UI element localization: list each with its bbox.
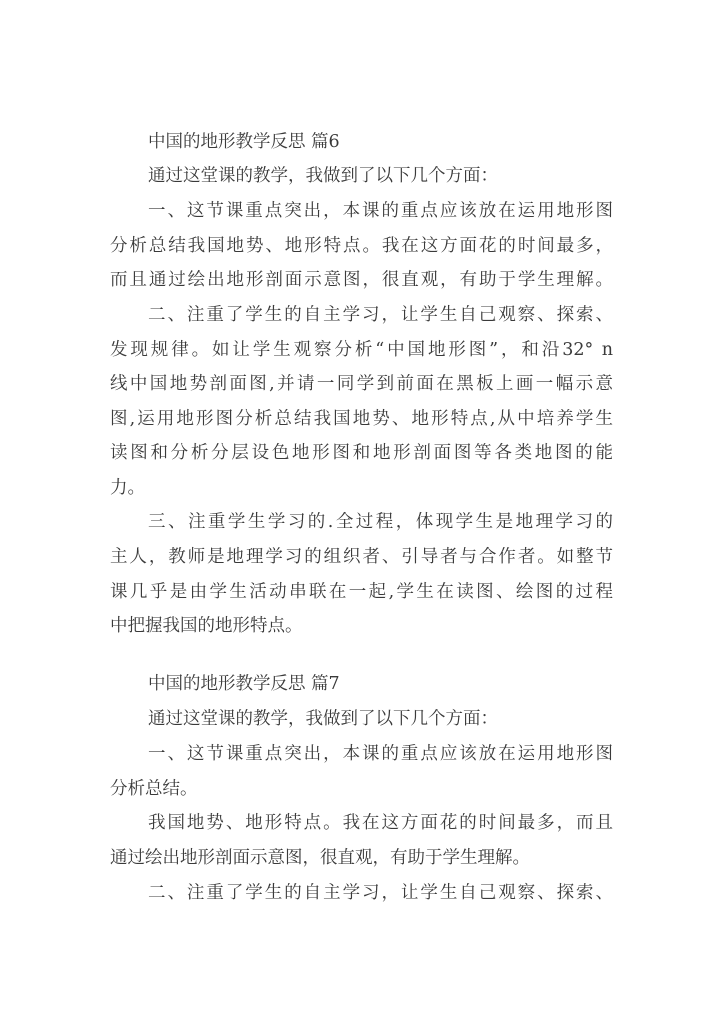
paragraph-line: 主人，教师是地理学习的组织者、引导者与合作者。如整节: [110, 547, 613, 567]
paragraph-line: 通过这堂课的教学，我做到了以下几个方面：: [148, 709, 498, 729]
section-title: 中国的地形教学反思 篇7: [148, 674, 340, 694]
paragraph-line: 通过绘出地形剖面示意图，很直观，有助于学生理解。: [110, 848, 530, 868]
paragraph-line: 分析总结。: [110, 779, 198, 799]
paragraph-line: 发现规律。如让学生观察分析“中国地形图”，和沿32° n: [110, 340, 613, 360]
paragraph-line: 线中国地势剖面图,并请一同学到前面在黑板上画一幅示意: [110, 374, 613, 394]
paragraph-line: 我国地势、地形特点。我在这方面花的时间最多，而且: [148, 813, 613, 833]
paragraph-line: 一、这节课重点突出，本课的重点应该放在运用地形图: [148, 744, 613, 764]
paragraph-line: 力。: [110, 478, 145, 498]
paragraph-line: 三、注重学生学习的.全过程，体现学生是地理学习的: [148, 512, 613, 532]
paragraph-line: 课几乎是由学生活动串联在一起,学生在读图、绘图的过程: [110, 582, 613, 602]
paragraph-line: 一、这节课重点突出，本课的重点应该放在运用地形图: [148, 201, 613, 221]
paragraph-line: 读图和分析分层设色地形图和地形剖面图等各类地图的能: [110, 443, 613, 463]
paragraph-line: 二、注重了学生的自主学习，让学生自己观察、探索、: [148, 305, 613, 325]
paragraph-line: 图,运用地形图分析总结我国地势、地形特点,从中培养学生: [110, 409, 613, 429]
paragraph-line: 通过这堂课的教学，我做到了以下几个方面：: [148, 166, 498, 186]
paragraph-line: 二、注重了学生的自主学习，让学生自己观察、探索、: [148, 883, 613, 903]
paragraph-line: 中把握我国的地形特点。: [110, 616, 303, 636]
paragraph-line: 而且通过绘出地形剖面示意图，很直观，有助于学生理解。: [110, 270, 613, 290]
section-title: 中国的地形教学反思 篇6: [148, 132, 340, 152]
paragraph-line: 分析总结我国地势、地形特点。我在这方面花的时间最多，: [110, 236, 613, 256]
